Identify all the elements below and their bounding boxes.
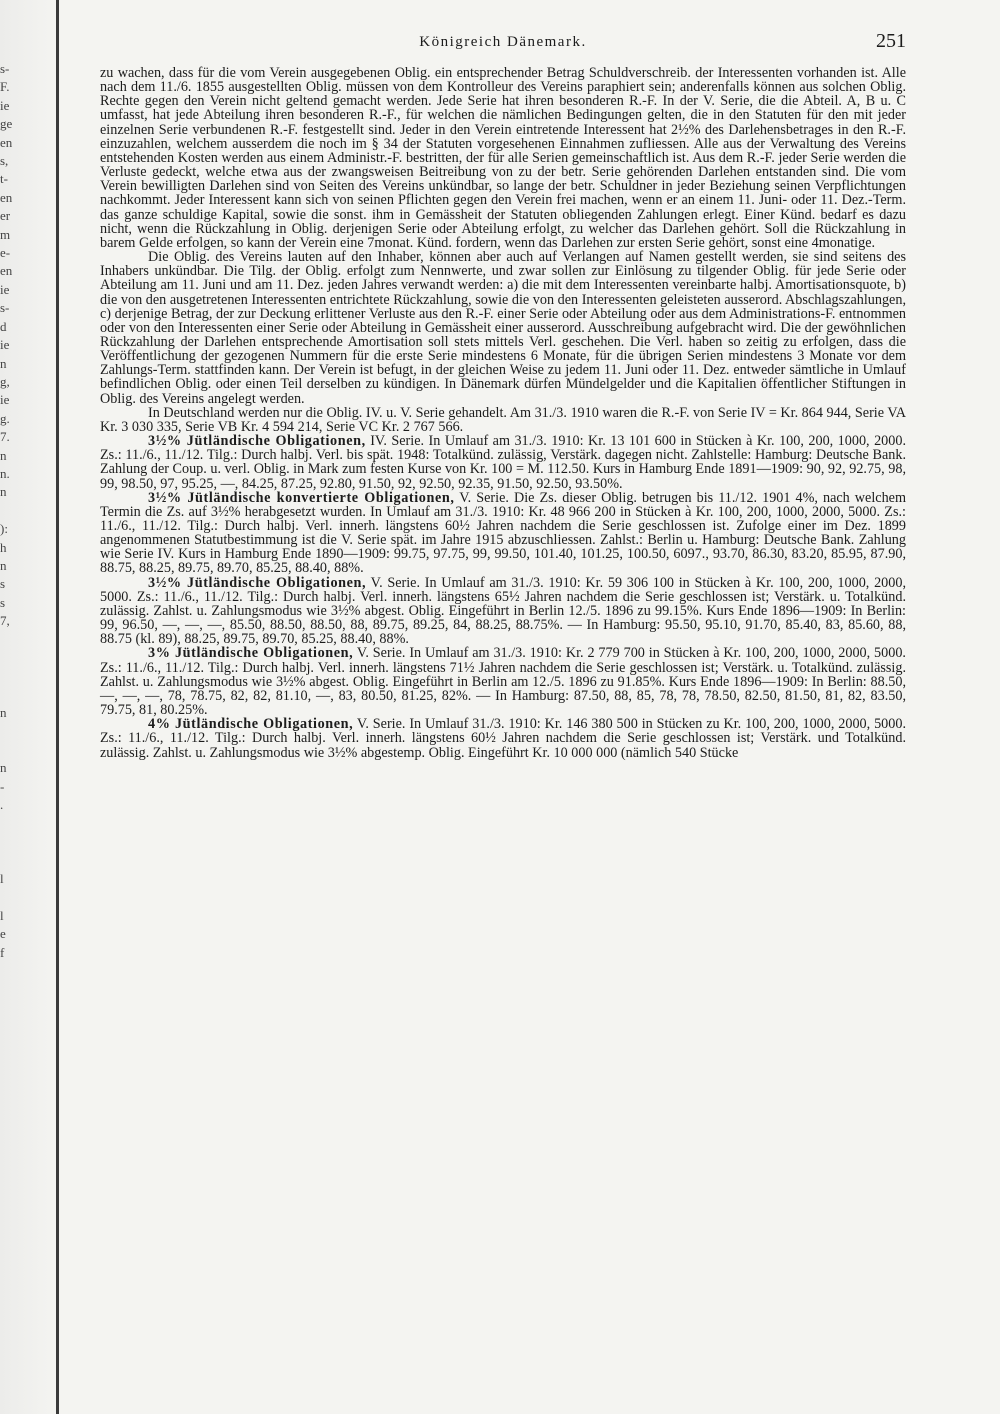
paragraph-text: Die Oblig. des Vereins lauten auf den Inhaber, können aber auch auf Verlangen auf Namen gestellt werden, sie sind seitens des Inhabers unkündbar. Die Tilg. der Oblig. erfolgt zum Nennwerte, und zwar sollen zur Einlösung zu tilgender Oblig. für jede Serie oder Abteilung am 11. Juni und am 11. Dez. jeden Jahres verwandt werden: a) die mit dem Interessenten vereinbarte halbj. Amortisationsquote, b) die von den ausgetretenen Interessenten entrichtete Rückzahlung, sowie die von den Interessenten geleisteten ausserord. Abschlagszahlungen, c) derjenige Betrag, der zur Deckung erlittener Verluste aus den R.-F. einer Serie oder Abteilung oder aus dem Administrations-F. entnommen oder von den Interessenten einer Serie oder Abteilung in Gemässheit einer ausserord. Ausschreibung aufgebracht wird. Die der gewöhnlichen Rückzahlung der Darlehen entsprechende Amortisation soll stets mittels Verl. geschehen. Die Verl. haben so zeitig zu erfolgen, dass die Veröffentlichung der gezogenen Nummern für die erste Serie mindestens 6 Monate, für die übrigen Serien mindestens 3 Monate vor dem Zahlungs-Term. stattfinden kann. Der Verein ist befugt, in der gleichen Weise zu jedem 11. Juni oder 11. Dez. entweder sämtliche in Umlauf befindlichen Oblig. oder einen Teil derselben zu kündigen. In Dänemark dürfen Mündelgelder und die Kapitalien öffentlicher Stiftungen in Oblig. des Vereins angelegt werden. xyxy=(100,249,906,407)
margin-fragment: e xyxy=(0,926,6,942)
running-head: Königreich Dänemark. xyxy=(419,34,587,50)
margin-fragment: n xyxy=(0,557,7,573)
entry-text: V. Serie. Die Zs. dieser Oblig. betrugen bis 11./12. 1901 4%, nach welchem Termin die Zs. auf 3½% herabgesetzt wurden. In Umlauf am 31./3. 1910: Kr. 48 966 200 in Stücken à Kr. 100, 200, 1000, 2000, 5000. Zs.: 11./6., 11./12. Tilg.: Durch halbj. Verl. innerh. längstens 60½ Jahren nachdem die Serie geschlossen ist. Zufolge einer im Dez. 1899 angenommenen Statutbestimmung ist die V. Serie spät. im Jahre 1915 abzuschliessen. Zahlst.: Berlin u. Hamburg: Deutsche Bank. Zahlung wie Serie IV. Kurs in Hamburg Ende 1890—1909: 99.75, 97.75, 99, 99.50, 101.40, 101.25, 100.50, 6097., 93.70, 86.30, 83.20, 85.95, 87.90, 88.75, 88.25, 89.75, 89.70, 85.25, 88.40, 88%. xyxy=(100,489,906,577)
paragraph-obligations-terms xyxy=(100,250,906,406)
margin-fragment: g. xyxy=(0,410,10,426)
entry-title: 3½% Jütländische konvertierte Obligationen, xyxy=(148,489,455,506)
margin-fragment: ge xyxy=(0,116,13,132)
entry-title: 4% Jütländische Obligationen, xyxy=(148,716,354,733)
margin-fragment: s, xyxy=(0,153,9,169)
margin-fragment: s- xyxy=(0,61,10,76)
margin-fragment: ie xyxy=(0,337,10,353)
previous-page-margin-fragments xyxy=(0,60,14,1036)
margin-fragment: n xyxy=(0,484,7,500)
entry-35-converted-series-v xyxy=(100,491,906,576)
paragraph-reserve-funds xyxy=(100,66,906,250)
margin-fragment: s xyxy=(0,576,6,592)
margin-fragment: n xyxy=(0,355,7,371)
margin-fragment: n xyxy=(0,760,7,776)
entry-35-series-v xyxy=(100,576,906,647)
margin-fragment: s xyxy=(0,594,6,610)
entry-4-series-v xyxy=(100,717,906,759)
margin-fragment xyxy=(0,667,14,685)
entry-3-series-v xyxy=(100,646,906,717)
margin-fragment: d xyxy=(0,318,7,334)
margin-fragment: m xyxy=(0,226,11,242)
margin-fragment: l xyxy=(0,907,4,923)
margin-fragment: en xyxy=(0,189,13,205)
margin-fragment: F. xyxy=(0,79,10,95)
margin-fragment xyxy=(0,741,14,759)
margin-fragment: n xyxy=(0,447,7,463)
margin-fragment: f xyxy=(0,944,5,960)
margin-fragment: n xyxy=(0,705,7,721)
entry-text: IV. Serie. In Umlauf am 31./3. 1910: Kr. 13 101 600 in Stücken à Kr. 100, 200, 1000, 2000. Zs.: 11./6., 11./12. Tilg.: Durch halbj. Verl. bis spät. 1948: Totalkünd. zulässig, Verstärk. dagegen nicht. Zahlstelle: Hamburg: Deutsche Bank. Zahlung der Coup. u. verl. Oblig. in Mark zum festen Kurse von Kr. 100 = M. 112.50. Kurs in Hamburg Ende 1891—1909: 90, 92, 92.75, 98, 99, 98.50, 97, 95.25, —, 84.25, 87.25, 92.80, 91.50, 92, 92.50, 92.35, 91.50, 92.50, 93.50%. xyxy=(100,433,907,492)
margin-fragment xyxy=(0,833,14,851)
paragraph-germany-trading xyxy=(100,406,906,434)
margin-fragment: ie xyxy=(0,281,10,297)
margin-fragment: . xyxy=(0,797,4,813)
margin-fragment xyxy=(0,980,14,998)
margin-fragment xyxy=(0,815,14,833)
entry-title: 3½% Jütländische Obligationen, xyxy=(148,574,367,591)
margin-fragment: ie xyxy=(0,392,10,408)
page-header xyxy=(100,30,906,54)
margin-fragment: en xyxy=(0,263,13,279)
margin-fragment xyxy=(0,851,14,869)
page-number: 251 xyxy=(876,30,906,52)
margin-fragment: 7, xyxy=(0,613,10,629)
margin-fragment: er xyxy=(0,208,11,224)
margin-fragment: - xyxy=(0,778,5,794)
margin-fragment xyxy=(0,502,14,520)
margin-fragment xyxy=(0,686,14,704)
entry-title: 3½% Jütländische Obligationen, xyxy=(148,433,366,450)
margin-fragment xyxy=(0,999,14,1017)
entry-35-series-iv xyxy=(100,434,906,491)
margin-fragment xyxy=(0,649,14,667)
margin-fragment: s- xyxy=(0,300,10,316)
paragraph-text: In Deutschland werden nur die Oblig. IV. u. V. Serie gehandelt. Am 31./3. 1910 waren die R.-F. von Serie IV = Kr. 864 944, Serie VA Kr. 3 030 335, Serie VB Kr. 4 594 214, Serie VC Kr. 2 767 566. xyxy=(100,404,906,435)
margin-fragment: h xyxy=(0,539,7,555)
margin-fragment: l xyxy=(0,870,4,886)
entry-text: V. Serie. In Umlauf 31./3. 1910: Kr. 146 380 500 in Stücken zu Kr. 100, 200, 1000, 2000, 5000. Zs.: 11./6., 11./12. Tilg.: Durch halbj. Verl. innerh. längstens 60½ Jahren nachdem die Serie geschlossen ist; Verstärk. und Totalkünd. zulässig. Zahlst. u. Zahlungsmodus wie 3½% abgestemp. Oblig. Eingeführt Kr. 10 000 000 (nämlich 540 Stücke xyxy=(100,716,906,761)
margin-fragment xyxy=(0,962,14,980)
paragraph-text: zu wachen, dass für die vom Verein ausgegebenen Oblig. ein entsprechender Betrag Schuldverschreib. der Interessenten vorhanden ist. Alle nach dem 11./6. 1855 ausgestellten Oblig. müssen von dem Kontrolleur des Vereins paraphiert sein; anderenfalls können aus solchen Oblig. Rechte gegen den Verein nicht geltend gemacht werden. Jede Serie hat ihren besonderen R.-F. In der V. Serie, die die Abteil. A, B u. C umfasst, hat jede Abteilung ihren besonderen R.-F., für welchen die nämlichen Bedingungen gelten, die in den Statuten für den mit jeder einzelnen Serie verbundenen R.-F. festgestellt sind. Jeder in den Verein eintretende Interessent hat 2½% des Darlehensbetrages in den R.-F. einzuzahlen, welchem ausserdem die noch im § 34 der Statuten vorgesehenen Einnahmen zufliessen. Alle aus der Verwaltung des Vereins entstehenden Kosten werden aus einem Administr.-F. bestritten, der für alle Serien gemeinschaftlich ist. Aus dem R.-F. jeder Serie werden die Verluste gedeckt, welche etwa aus der zwangsweisen Beitreibung von zu der betr. Serie gehörenden Darlehen entstanden sind. Die vom Verein bewilligten Darlehen sind von Seiten des Vereins unkündbar, so lange der betr. Schuldner in jeder Beziehung seinen Verpflichtungen nachkommt. Jeder Interessent kann sich von seinen Pflichten gegen den Verein frei machen, wenn er an einem 11. Juni- oder 11. Dez.-Term. das ganze schuldige Kapital, sowie die sonst. ihm in Gemässheit der Statuten obliegenden Zahlungen erlegt. Einer Künd. bedarf es dazu nicht, wenn die Rückzahlung in Oblig. derjenigen Serie oder Abteilung erfolgt, zu welcher das Darlehen gehört. Soll die Rückzahlung in barem Gelde erfolgen, so kann der Verein eine 7monat. Künd. fordern, wenn das Darlehen zur ersten Serie gehört, sonst eine 4monatige. xyxy=(100,65,906,251)
margin-fragment: 7. xyxy=(0,429,10,445)
margin-fragment: t- xyxy=(0,171,8,187)
margin-fragment xyxy=(0,723,14,741)
margin-fragment: ): xyxy=(0,521,8,537)
margin-fragment: e- xyxy=(0,245,11,261)
margin-fragment xyxy=(0,1017,14,1035)
page-body xyxy=(100,66,906,760)
margin-fragment: en xyxy=(0,134,13,150)
binding-gutter-line xyxy=(56,0,59,1414)
margin-fragment xyxy=(0,888,14,906)
margin-fragment: g, xyxy=(0,373,10,389)
margin-fragment xyxy=(0,631,14,649)
margin-fragment: ie xyxy=(0,97,10,113)
entry-text: V. Serie. In Umlauf am 31./3. 1910: Kr. 2 779 700 in Stücken à Kr. 100, 200, 1000, 2000, 5000. Zs.: 11./6., 11./12. Tilg.: Durch halbj. Verl. innerh. längstens 71½ Jahren nachdem die Serie geschlossen ist; Verstärk. u. Totalkünd. zulässig. Zahlst. u. Zahlungsmodus wie 3½% abgest. Oblig. Eingeführt in Berlin am 12./5. 1896 zu 91.85%. Kurs Ende 1896—1909: In Berlin: 88.50, —, —, —, 78, 78.75, 82, 82, 81.10, —, 83, 80.50, 81.25, 82%. — In Hamburg: 87.50, 88, 85, 78, 78, 78.50, 82.50, 81.50, 81, 82, 83.50, 79.75, 81, 80.25%. xyxy=(100,645,906,719)
margin-fragment: n. xyxy=(0,465,10,481)
entry-title: 3% Jütländische Obligationen, xyxy=(148,645,354,662)
entry-text: V. Serie. In Umlauf am 31./3. 1910: Kr. 59 306 100 in Stücken à Kr. 100, 200, 1000, 2000, 5000. Zs.: 11./6., 11./12. Tilg.: Durch halbj. Verl. innerh. längstens 65½ Jahren nachdem die Serie geschlossen ist; Verstärk. u. Totalkünd. zulässig. Zahlst. u. Zahlungsmodus wie 3½% abgest. Oblig. Eingeführt in Berlin 12./5. 1896 zu 99.15%. Kurs Ende 1896—1909: In Berlin: 99, 96.50, —, —, —, 85.50, 88.50, 88.50, 88, 89.75, 89.25, 84, 88.25, 88.75%. — In Hamburg: 95.50, 95.10, 91.70, 85.40, 83, 85.60, 88, 88.75 (kl. 89), 88.25, 89.75, 89.70, 85.25, 88.40, 88%. xyxy=(100,574,906,648)
